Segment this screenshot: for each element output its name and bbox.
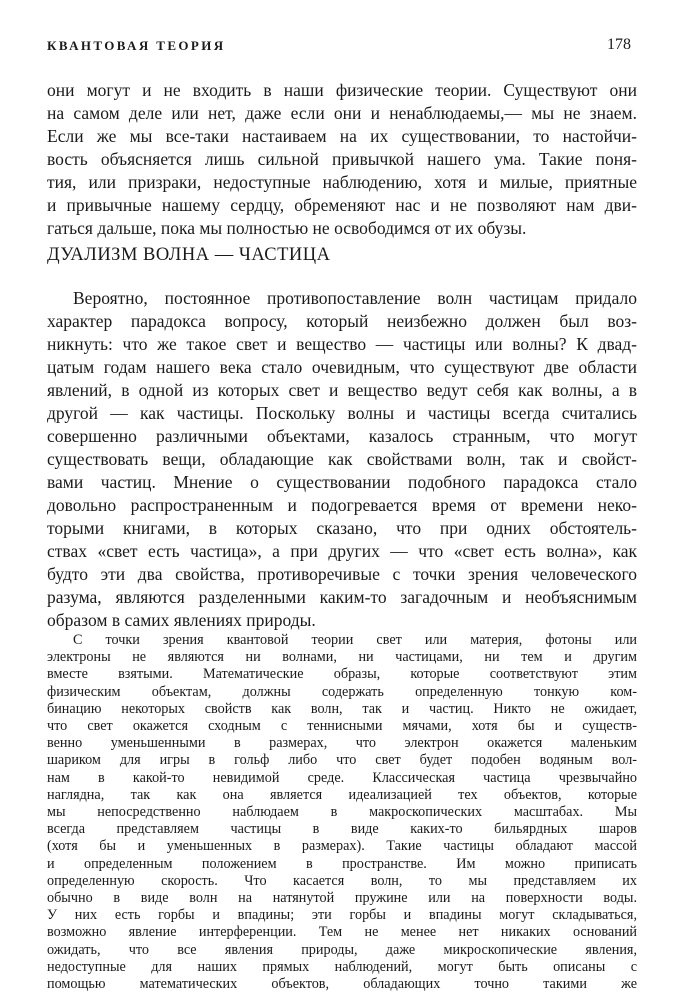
text-line: электроны не являются ни волнами, ни частицами, ни тем и другим xyxy=(47,649,637,666)
text-line: что свет окажется сходным с теннисными мячами, хотя бы и существ- xyxy=(47,718,637,734)
text-line: цатым годам нашего века стало очевидным, что существуют две области xyxy=(47,357,637,377)
text-line: явлений, в одной из которых свет и вещество ведут себя как волны, а в xyxy=(47,380,637,400)
text-line: ожидать, что все явления природы, даже микроскопические явления, xyxy=(47,941,637,958)
text-line: всегда представляем частицы в виде каких-то бильярдных шаров xyxy=(47,821,637,838)
text-line: наглядна, так как она является идеализацией тех объектов, которые xyxy=(47,786,637,803)
running-title: КВАНТОВАЯ ТЕОРИЯ xyxy=(47,38,226,53)
text-line: другой — как частицы. Поскольку волны и частицы всегда считались xyxy=(47,403,637,423)
text-line: Если же мы все-таки настаиваем на их существовании, то настойчи- xyxy=(47,126,637,146)
text-line: разума, являются разделенными каким-то загадочным и необъяснимым xyxy=(47,587,637,607)
text-line: характер парадокса вопросу, который неизбежно должен был воз- xyxy=(47,311,637,331)
text-line: нам в какой-то невидимой среде. Классическая частица чрезвычайно xyxy=(47,769,637,786)
text-line: помощью математических объектов, обладающих точно такими же xyxy=(47,976,637,992)
text-line: образом в самих явлениях природы. xyxy=(47,610,316,630)
page-number: 178 xyxy=(607,36,631,53)
text-line: будто эти два свойства, противоречивые с точки зрения человеческого xyxy=(47,564,637,584)
text-line: довольно распространенным и подогревается время от времени неко- xyxy=(47,495,637,515)
text-line: Вероятно, постоянное противопоставление волн частицам придало xyxy=(73,288,637,308)
section-heading: ДУАЛИЗМ ВОЛНА — ЧАСТИЦА xyxy=(47,245,331,265)
text-line: обычно в виде волн на натянутой пружине или на поверхности воды. xyxy=(47,890,637,906)
text-line: вместе взятыми. Математические образы, которые соответствуют этим xyxy=(47,666,637,683)
text-line: и определенным положением в пространстве. Им можно приписать xyxy=(47,855,637,872)
text-line: С точки зрения квантовой теории свет или материя, фотоны или xyxy=(73,632,637,648)
text-line: ствах «свет есть частица», а при других — что «свет есть волна», как xyxy=(47,541,637,561)
text-line: (хотя бы и уменьшенных в размерах). Такие частицы обладают массой xyxy=(47,838,637,855)
text-line: вами частиц. Мнение о существовании подобного парадокса стало xyxy=(47,472,637,492)
text-line: совершенно различными объектами, казалось странным, что могут xyxy=(47,426,637,446)
text-line: определенную скорость. Что касается волн, то мы представляем их xyxy=(47,872,637,889)
text-line: вость объясняется лишь сильной привычкой нашего ума. Такие поня- xyxy=(47,149,637,169)
text-line: недоступные для наших прямых наблюдений, могут быть описаны с xyxy=(47,958,637,975)
text-line: существовать вещи, обладающие как свойствами волн, так и свойст- xyxy=(47,449,637,469)
text-line: они могут и не входить в наши физические теории. Существуют они xyxy=(47,80,637,100)
text-line: мы непосредственно наблюдаем в макроскопических масштабах. Мы xyxy=(47,804,637,820)
text-line: на самом деле или нет, даже если они и ненаблюдаемы,— мы не знаем. xyxy=(47,103,637,123)
text-line: тия, или призраки, недоступные наблюдению, хотя и милые, приятные xyxy=(47,172,637,192)
text-line: физическим объектам, должны содержать определенную тонкую ком- xyxy=(47,683,637,700)
text-line: гаться дальше, пока мы полностью не освободимся от их обузы. xyxy=(47,218,527,238)
text-line: никнуть: что же такое свет и вещество — частицы или волны? К двад- xyxy=(47,334,637,354)
text-line: венно уменьшенными в размерах, что электрон окажется маленьким xyxy=(47,735,637,752)
text-line: бинацию некоторых свойств как волн, так и частиц. Никто не ожидает, xyxy=(47,700,637,717)
text-line: возможно явление интерференции. Тем не менее нет никаких оснований xyxy=(47,924,637,941)
text-line: У них есть горбы и впадины; эти горбы и впадины могут складываться, xyxy=(47,907,637,924)
text-line: торыми книгами, в которых сказано, что при одних обстоятель- xyxy=(47,518,637,538)
text-line: шариком для игры в гольф либо что свет будет подобен водяным вол- xyxy=(47,752,637,769)
text-line: и привычные нашему сердцу, обременяют нас и не позволяют нам дви- xyxy=(47,195,637,215)
